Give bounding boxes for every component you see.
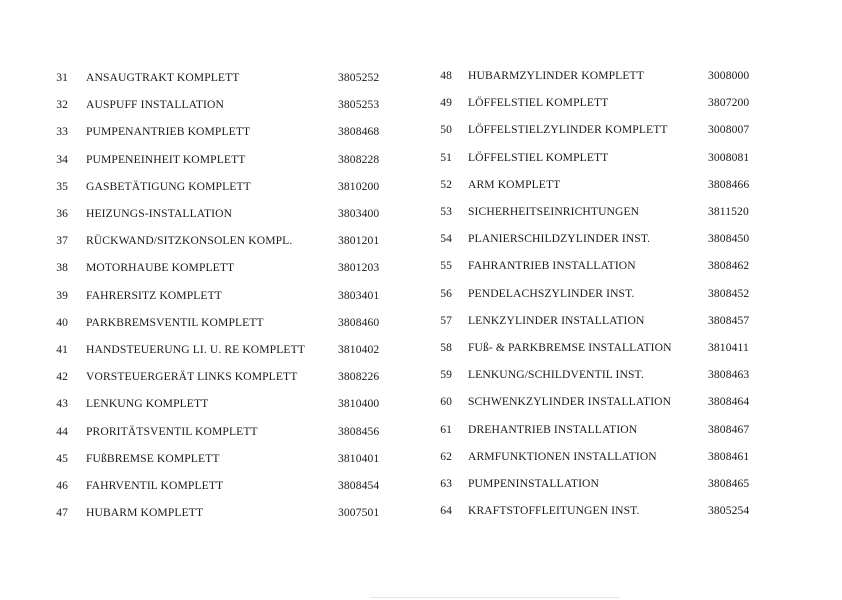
item-number: 39 bbox=[56, 288, 68, 302]
item-number: 59 bbox=[440, 368, 452, 382]
item-code: 3808461 bbox=[708, 449, 750, 463]
item-name: FUß- & PARKBREMSE INSTALLATION bbox=[468, 341, 672, 354]
item-number: 53 bbox=[440, 205, 452, 218]
item-code: 3805252 bbox=[338, 71, 380, 84]
item-number: 44 bbox=[56, 424, 68, 438]
item-number: 64 bbox=[440, 504, 452, 518]
item-number: 46 bbox=[56, 479, 68, 492]
item-name: PUMPENINSTALLATION bbox=[468, 477, 599, 490]
item-code: 3810200 bbox=[338, 179, 380, 193]
item-code: 3808467 bbox=[708, 422, 750, 436]
item-number: 54 bbox=[440, 232, 452, 246]
item-code: 3808454 bbox=[338, 479, 380, 492]
item-code: 3808460 bbox=[338, 315, 380, 329]
item-number: 42 bbox=[56, 370, 68, 384]
item-code: 3808457 bbox=[708, 313, 750, 327]
item-name: KRAFTSTOFFLEITUNGEN INST. bbox=[468, 504, 640, 518]
item-number: 47 bbox=[56, 506, 68, 520]
item-name: LENKZYLINDER INSTALLATION bbox=[468, 313, 645, 327]
item-number: 62 bbox=[440, 449, 452, 463]
item-name: SCHWENKZYLINDER INSTALLATION bbox=[468, 395, 672, 409]
item-number: 36 bbox=[56, 207, 68, 220]
item-name: VORSTEUERGERÄT LINKS KOMPLETT bbox=[86, 370, 298, 384]
item-number: 56 bbox=[440, 286, 452, 300]
item-code: 3808465 bbox=[708, 477, 750, 490]
item-number: 31 bbox=[56, 71, 68, 84]
item-number: 33 bbox=[56, 125, 68, 139]
item-code: 3808450 bbox=[708, 232, 750, 246]
item-name: FAHRANTRIEB INSTALLATION bbox=[468, 259, 636, 273]
item-name: HANDSTEUERUNG LI. U. RE KOMPLETT bbox=[86, 343, 305, 356]
item-number: 50 bbox=[440, 123, 452, 137]
item-number: 60 bbox=[440, 395, 452, 409]
item-name: PUMPENANTRIEB KOMPLETT bbox=[86, 125, 251, 139]
item-name: LENKUNG KOMPLETT bbox=[86, 397, 209, 411]
item-number: 61 bbox=[440, 422, 452, 436]
item-name: LÖFFELSTIEL KOMPLETT bbox=[468, 96, 609, 110]
item-name: PRORITÄTSVENTIL KOMPLETT bbox=[86, 424, 258, 438]
item-name: LENKUNG/SCHILDVENTIL INST. bbox=[468, 368, 644, 382]
item-code: 3808466 bbox=[708, 177, 750, 191]
item-number: 40 bbox=[56, 315, 68, 329]
item-name: HUBARM KOMPLETT bbox=[86, 506, 204, 520]
item-code: 3810401 bbox=[338, 451, 380, 465]
item-name: RÜCKWAND/SITZKONSOLEN KOMPL. bbox=[86, 234, 293, 248]
item-code: 3008000 bbox=[708, 69, 750, 82]
item-code: 3808456 bbox=[338, 424, 380, 438]
item-code: 3810400 bbox=[338, 397, 380, 411]
item-name: SICHERHEITSEINRICHTUNGEN bbox=[468, 205, 640, 218]
item-number: 58 bbox=[440, 341, 452, 354]
item-name: HUBARMZYLINDER KOMPLETT bbox=[468, 69, 644, 82]
item-code: 3810402 bbox=[338, 343, 380, 356]
item-name: AUSPUFF INSTALLATION bbox=[86, 98, 224, 112]
item-code: 3808452 bbox=[708, 286, 750, 300]
item-name: ARM KOMPLETT bbox=[468, 177, 561, 191]
item-code: 3803400 bbox=[338, 207, 380, 220]
item-number: 37 bbox=[56, 234, 68, 248]
item-number: 52 bbox=[440, 177, 452, 191]
item-code: 3807200 bbox=[708, 96, 750, 110]
item-code: 3810411 bbox=[708, 341, 749, 354]
item-name: ARMFUNKTIONEN INSTALLATION bbox=[468, 449, 657, 463]
item-code: 3808464 bbox=[708, 395, 750, 409]
item-name: PUMPENEINHEIT KOMPLETT bbox=[86, 152, 246, 166]
item-code: 3808468 bbox=[338, 125, 380, 139]
item-name: MOTORHAUBE KOMPLETT bbox=[86, 261, 235, 275]
item-number: 41 bbox=[56, 343, 68, 356]
item-number: 38 bbox=[56, 261, 68, 275]
item-number: 49 bbox=[440, 96, 452, 110]
item-number: 45 bbox=[56, 451, 68, 465]
item-code: 3808228 bbox=[338, 152, 380, 166]
item-number: 51 bbox=[440, 150, 452, 164]
item-code: 3808226 bbox=[338, 370, 380, 384]
item-name: GASBETÄTIGUNG KOMPLETT bbox=[86, 179, 251, 193]
item-number: 43 bbox=[56, 397, 68, 411]
item-code: 3805254 bbox=[708, 504, 750, 518]
item-name: FUßBREMSE KOMPLETT bbox=[86, 451, 220, 465]
item-name: HEIZUNGS-INSTALLATION bbox=[86, 207, 233, 220]
item-code: 3811520 bbox=[708, 205, 749, 218]
item-code: 3808462 bbox=[708, 259, 750, 273]
item-code: 3808463 bbox=[708, 368, 750, 382]
item-code: 3805253 bbox=[338, 98, 380, 112]
item-number: 57 bbox=[440, 313, 452, 327]
item-name: LÖFFELSTIEL KOMPLETT bbox=[468, 150, 609, 164]
item-name: PARKBREMSVENTIL KOMPLETT bbox=[86, 315, 264, 329]
item-name: ANSAUGTRAKT KOMPLETT bbox=[86, 71, 240, 84]
item-number: 34 bbox=[56, 152, 68, 166]
scan-artifact-line bbox=[370, 597, 620, 598]
item-number: 55 bbox=[440, 259, 452, 273]
item-number: 32 bbox=[56, 98, 68, 112]
item-name: DREHANTRIEB INSTALLATION bbox=[468, 422, 638, 436]
item-number: 35 bbox=[56, 179, 68, 193]
item-name: PLANIERSCHILDZYLINDER INST. bbox=[468, 232, 651, 246]
item-code: 3007501 bbox=[338, 506, 380, 520]
item-code: 3008081 bbox=[708, 150, 750, 164]
item-code: 3801203 bbox=[338, 261, 380, 275]
item-code: 3008007 bbox=[708, 123, 750, 137]
item-code: 3803401 bbox=[338, 288, 380, 302]
item-number: 48 bbox=[440, 69, 452, 82]
item-name: FAHRVENTIL KOMPLETT bbox=[86, 479, 224, 492]
item-number: 63 bbox=[440, 477, 452, 490]
item-name: PENDELACHSZYLINDER INST. bbox=[468, 286, 635, 300]
item-code: 3801201 bbox=[338, 234, 380, 248]
item-name: LÖFFELSTIELZYLINDER KOMPLETT bbox=[468, 123, 668, 137]
item-name: FAHRERSITZ KOMPLETT bbox=[86, 288, 222, 302]
